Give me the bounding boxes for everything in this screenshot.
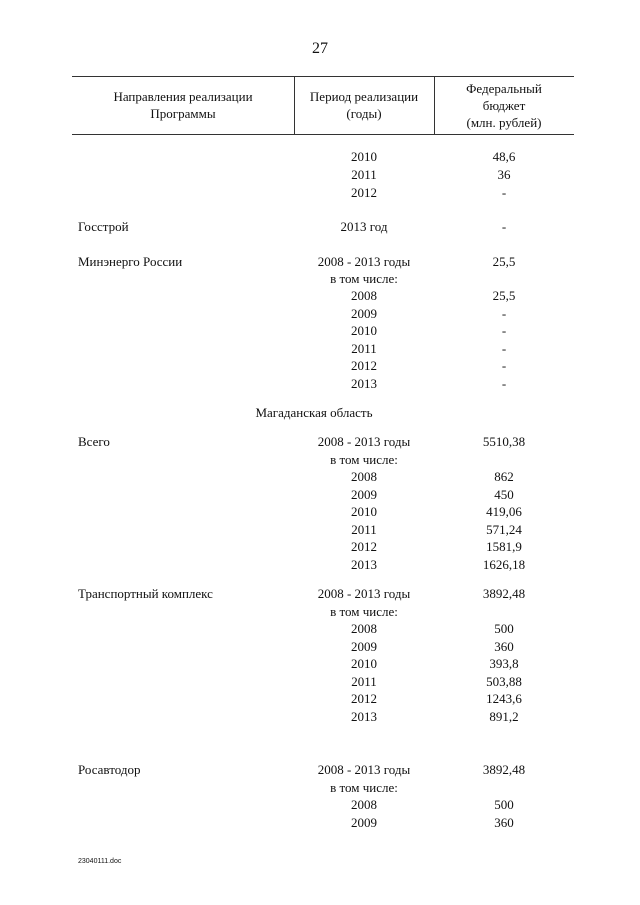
header-directions: Направления реализации Программы bbox=[113, 89, 253, 121]
row-value: 360 bbox=[494, 815, 514, 830]
section-heading: Магаданская область bbox=[255, 405, 373, 420]
table-row bbox=[0, 638, 640, 655]
row-period: в том числе: bbox=[330, 604, 398, 619]
table-row bbox=[0, 270, 640, 287]
table-row bbox=[0, 340, 640, 357]
row-period: 2012 bbox=[351, 691, 377, 706]
row-value: 503,88 bbox=[486, 674, 522, 689]
row-period: 2012 bbox=[351, 185, 377, 200]
table-row bbox=[0, 503, 640, 520]
row-period: 2009 bbox=[351, 487, 377, 502]
row-period: 2008 - 2013 годы bbox=[317, 586, 411, 601]
table-row bbox=[0, 451, 640, 468]
row-value: 25,5 bbox=[492, 288, 516, 303]
table-row bbox=[0, 814, 640, 831]
row-period: 2008 - 2013 годы bbox=[317, 254, 411, 269]
row-value: 1626,18 bbox=[482, 557, 526, 572]
row-period: 2010 bbox=[351, 149, 377, 164]
row-value: 891,2 bbox=[489, 709, 519, 724]
row-period: 2008 - 2013 годы bbox=[317, 434, 411, 449]
row-period: 2008 bbox=[351, 797, 377, 812]
row-value: - bbox=[501, 185, 507, 200]
table-row bbox=[0, 538, 640, 555]
row-value: - bbox=[501, 376, 507, 391]
row-period: в том числе: bbox=[330, 271, 398, 286]
row-value: 571,24 bbox=[486, 522, 522, 537]
row-value: 500 bbox=[494, 797, 514, 812]
table-row bbox=[0, 218, 640, 235]
row-period: в том числе: bbox=[330, 780, 398, 795]
table-row bbox=[0, 796, 640, 813]
table-row bbox=[0, 322, 640, 339]
page-number: 27 bbox=[312, 40, 328, 57]
table-row bbox=[0, 357, 640, 374]
row-value: 1243,6 bbox=[486, 691, 522, 706]
row-period: 2011 bbox=[351, 167, 377, 182]
table-row bbox=[0, 375, 640, 392]
table-row bbox=[0, 585, 640, 602]
row-period: 2008 bbox=[351, 469, 377, 484]
table-row bbox=[0, 468, 640, 485]
row-period: 2011 bbox=[351, 341, 377, 356]
row-label: Транспортный комплекс bbox=[78, 586, 213, 601]
table-row bbox=[0, 521, 640, 538]
table-row bbox=[0, 433, 640, 450]
table-row bbox=[0, 620, 640, 637]
row-period: 2009 bbox=[351, 306, 377, 321]
table-row bbox=[0, 184, 640, 201]
table-row bbox=[0, 673, 640, 690]
row-value: 25,5 bbox=[492, 254, 516, 269]
row-value: 862 bbox=[494, 469, 514, 484]
row-label: Всего bbox=[78, 434, 110, 449]
row-period: 2008 bbox=[351, 621, 377, 636]
table-row bbox=[0, 253, 640, 270]
row-period: 2010 bbox=[351, 504, 377, 519]
row-period: 2013 bbox=[351, 557, 377, 572]
table-row bbox=[0, 603, 640, 620]
row-period: 2011 bbox=[351, 674, 377, 689]
table-row bbox=[0, 305, 640, 322]
row-period: 2009 bbox=[351, 639, 377, 654]
file-name-footer: 23040111.doc bbox=[78, 858, 122, 865]
row-value: - bbox=[501, 323, 507, 338]
row-value: 36 bbox=[497, 167, 511, 182]
row-period: 2009 bbox=[351, 815, 377, 830]
table-row bbox=[0, 556, 640, 573]
row-value: 500 bbox=[494, 621, 514, 636]
row-period: 2010 bbox=[351, 656, 377, 671]
row-value: 5510,38 bbox=[482, 434, 526, 449]
row-period: 2013 год bbox=[340, 219, 388, 234]
row-value: - bbox=[501, 341, 507, 356]
table-row bbox=[0, 779, 640, 796]
row-value: 48,6 bbox=[492, 149, 516, 164]
row-value: - bbox=[501, 306, 507, 321]
row-period: 2012 bbox=[351, 539, 377, 554]
row-period: 2012 bbox=[351, 358, 377, 373]
table-row bbox=[0, 655, 640, 672]
row-value: 1581,9 bbox=[486, 539, 522, 554]
row-period: 2008 bbox=[351, 288, 377, 303]
table-row bbox=[0, 486, 640, 503]
row-period: 2013 bbox=[351, 376, 377, 391]
section-heading-row bbox=[0, 404, 640, 421]
row-period: 2008 - 2013 годы bbox=[317, 762, 411, 777]
table-row bbox=[0, 761, 640, 778]
row-value: 419,06 bbox=[486, 504, 522, 519]
header-budget: Федеральный бюджет (млн. рублей) bbox=[466, 80, 542, 130]
table-row bbox=[0, 287, 640, 304]
row-value: - bbox=[501, 219, 507, 234]
row-period: 2011 bbox=[351, 522, 377, 537]
table-row bbox=[0, 166, 640, 183]
row-period: 2013 bbox=[351, 709, 377, 724]
table-row bbox=[0, 690, 640, 707]
row-label: Минэнерго России bbox=[78, 254, 183, 269]
row-period: в том числе: bbox=[330, 452, 398, 467]
row-period: 2010 bbox=[351, 323, 377, 338]
row-value: - bbox=[501, 358, 507, 373]
row-label: Госстрой bbox=[78, 219, 129, 234]
row-value: 360 bbox=[494, 639, 514, 654]
row-value: 3892,48 bbox=[482, 762, 526, 777]
row-value: 3892,48 bbox=[482, 586, 526, 601]
header-period: Период реализации (годы) bbox=[309, 89, 419, 121]
table-row bbox=[0, 148, 640, 165]
row-value: 450 bbox=[494, 487, 514, 502]
row-value: 393,8 bbox=[489, 656, 519, 671]
table-row bbox=[0, 708, 640, 725]
row-label: Росавтодор bbox=[78, 762, 141, 777]
